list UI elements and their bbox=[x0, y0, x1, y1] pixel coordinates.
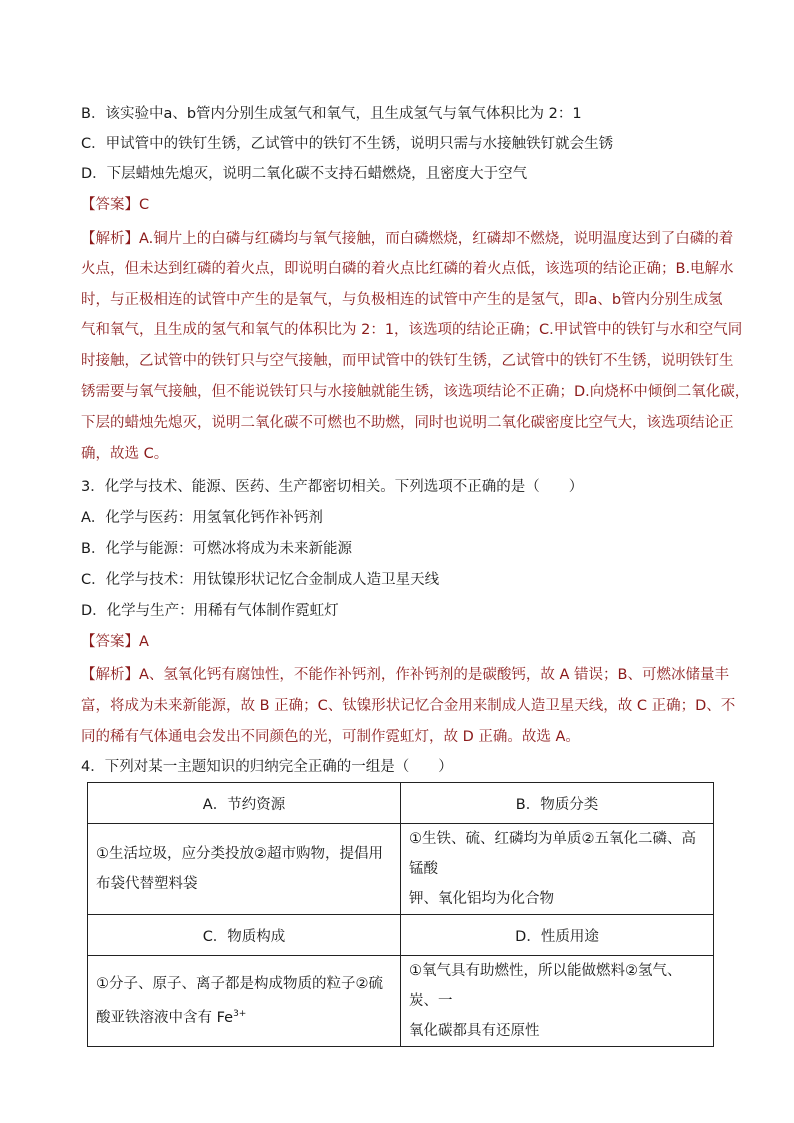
question3-option-a: A．化学与医药：用氢氧化钙作补钙剂 bbox=[81, 510, 323, 526]
fe-ion-text: 酸亚铁溶液中含有 Fe bbox=[96, 1009, 234, 1026]
table-cell-d-line: 氧化碳都具有还原性 bbox=[409, 1023, 540, 1039]
question3-stem: 3．化学与技术、能源、医药、生产都密切相关。下列选项不正确的是（ ） bbox=[81, 479, 584, 495]
table-cell-c-line bbox=[96, 999, 394, 1033]
prev-analysis-line: 【解析】A.铜片上的白磷与红磷均与氧气接触，而白磷燃烧，红磷却不燃烧，说明温度达到了白磷的着 bbox=[81, 231, 734, 247]
prev-analysis-line: 时接触，乙试管中的铁钉只与空气接触，而甲试管中的铁钉生锈，乙试管中的铁钉不生锈，说明铁钉生 bbox=[81, 353, 734, 369]
table-cell-a-line: ①生活垃圾，应分类投放②超市购物，提倡用 bbox=[96, 846, 383, 862]
prev-analysis-line: 火点，但未达到红磷的着火点，即说明白磷的着火点比红磷的着火点低，该选项的结论正确；B.电解水 bbox=[81, 261, 734, 277]
table-cell-c bbox=[88, 956, 401, 1047]
question3-answer: 【答案】A bbox=[81, 634, 149, 650]
table-cell-d bbox=[401, 956, 714, 1047]
question4-table bbox=[87, 782, 714, 1047]
table-cell-b-line: ①生铁、硫、红磷均为单质②五氧化二磷、高锰酸 bbox=[409, 831, 696, 877]
table-cell-b-line: 钾、氧化铝均为化合物 bbox=[409, 891, 554, 907]
table-head-d: D．性质用途 bbox=[401, 915, 714, 956]
table-cell-a bbox=[88, 824, 401, 915]
question3-analysis-line: 【解析】A、氢氧化钙有腐蚀性，不能作补钙剂，作补钙剂的是碳酸钙，故 A 错误；B、可燃冰储量丰 bbox=[81, 667, 730, 683]
prev-analysis-line: 确，故选 C。 bbox=[81, 446, 169, 462]
table-head-a: A．节约资源 bbox=[88, 783, 401, 824]
prev-analysis-line: 时，与正极相连的试管中产生的是氧气，与负极相连的试管中产生的是氢气，即a、b管内分别生成氢 bbox=[81, 292, 723, 308]
fe-ion-charge: 3+ bbox=[233, 1009, 247, 1020]
question3-analysis-line: 同的稀有气体通电会发出不同颜色的光，可制作霓虹灯，故 D 正确。故选 A。 bbox=[81, 729, 580, 745]
question4-stem: 4．下列对某一主题知识的归纳完全正确的一组是（ ） bbox=[81, 759, 453, 775]
question3-option-c: C．化学与技术：用钛镍形状记忆合金制成人造卫星天线 bbox=[81, 572, 440, 588]
table-head-b: B．物质分类 bbox=[401, 783, 714, 824]
table-cell-c-line: ①分子、原子、离子都是构成物质的粒子②硫 bbox=[96, 976, 383, 993]
question3-option-d: D．化学与生产：用稀有气体制作霓虹灯 bbox=[81, 603, 339, 619]
table-cell-d-line: ①氧气具有助燃性，所以能做燃料②氢气、炭、一 bbox=[409, 963, 682, 1009]
question3-analysis-line: 富，将成为未来新能源，故 B 正确；C、钛镍形状记忆合金用来制成人造卫星天线，故 C 正确；D、不 bbox=[81, 698, 736, 714]
table-cell-a-line: 布袋代替塑料袋 bbox=[96, 876, 198, 892]
table-cell-b bbox=[401, 824, 714, 915]
prev-analysis-line: 锈需要与氧气接触，但不能说铁钉只与水接触就能生锈，该选项结论不正确；D.向烧杯中倾倒二氧化碳， bbox=[81, 384, 750, 400]
prev-option-c: C．甲试管中的铁钉生锈，乙试管中的铁钉不生锈，说明只需与水接触铁钉就会生锈 bbox=[81, 136, 614, 152]
question3-option-b: B．化学与能源：可燃冰将成为未来新能源 bbox=[81, 541, 352, 557]
table-head-c: C．物质构成 bbox=[88, 915, 401, 956]
prev-answer: 【答案】C bbox=[81, 197, 150, 213]
prev-option-b: B．该实验中a、b管内分别生成氢气和氧气，且生成氢气与氧气体积比为 2：1 bbox=[81, 106, 582, 122]
prev-analysis-line: 气和氧气，且生成的氢气和氧气的体积比为 2：1，该选项的结论正确；C.甲试管中的铁钉与水和空气同 bbox=[81, 322, 743, 338]
prev-analysis-line: 下层的蜡烛先熄灭，说明二氧化碳不可燃也不助燃，同时也说明二氧化碳密度比空气大，该选项结论正 bbox=[81, 415, 734, 431]
prev-option-d: D．下层蜡烛先熄灭，说明二氧化碳不支持石蜡燃烧，且密度大于空气 bbox=[81, 166, 528, 182]
